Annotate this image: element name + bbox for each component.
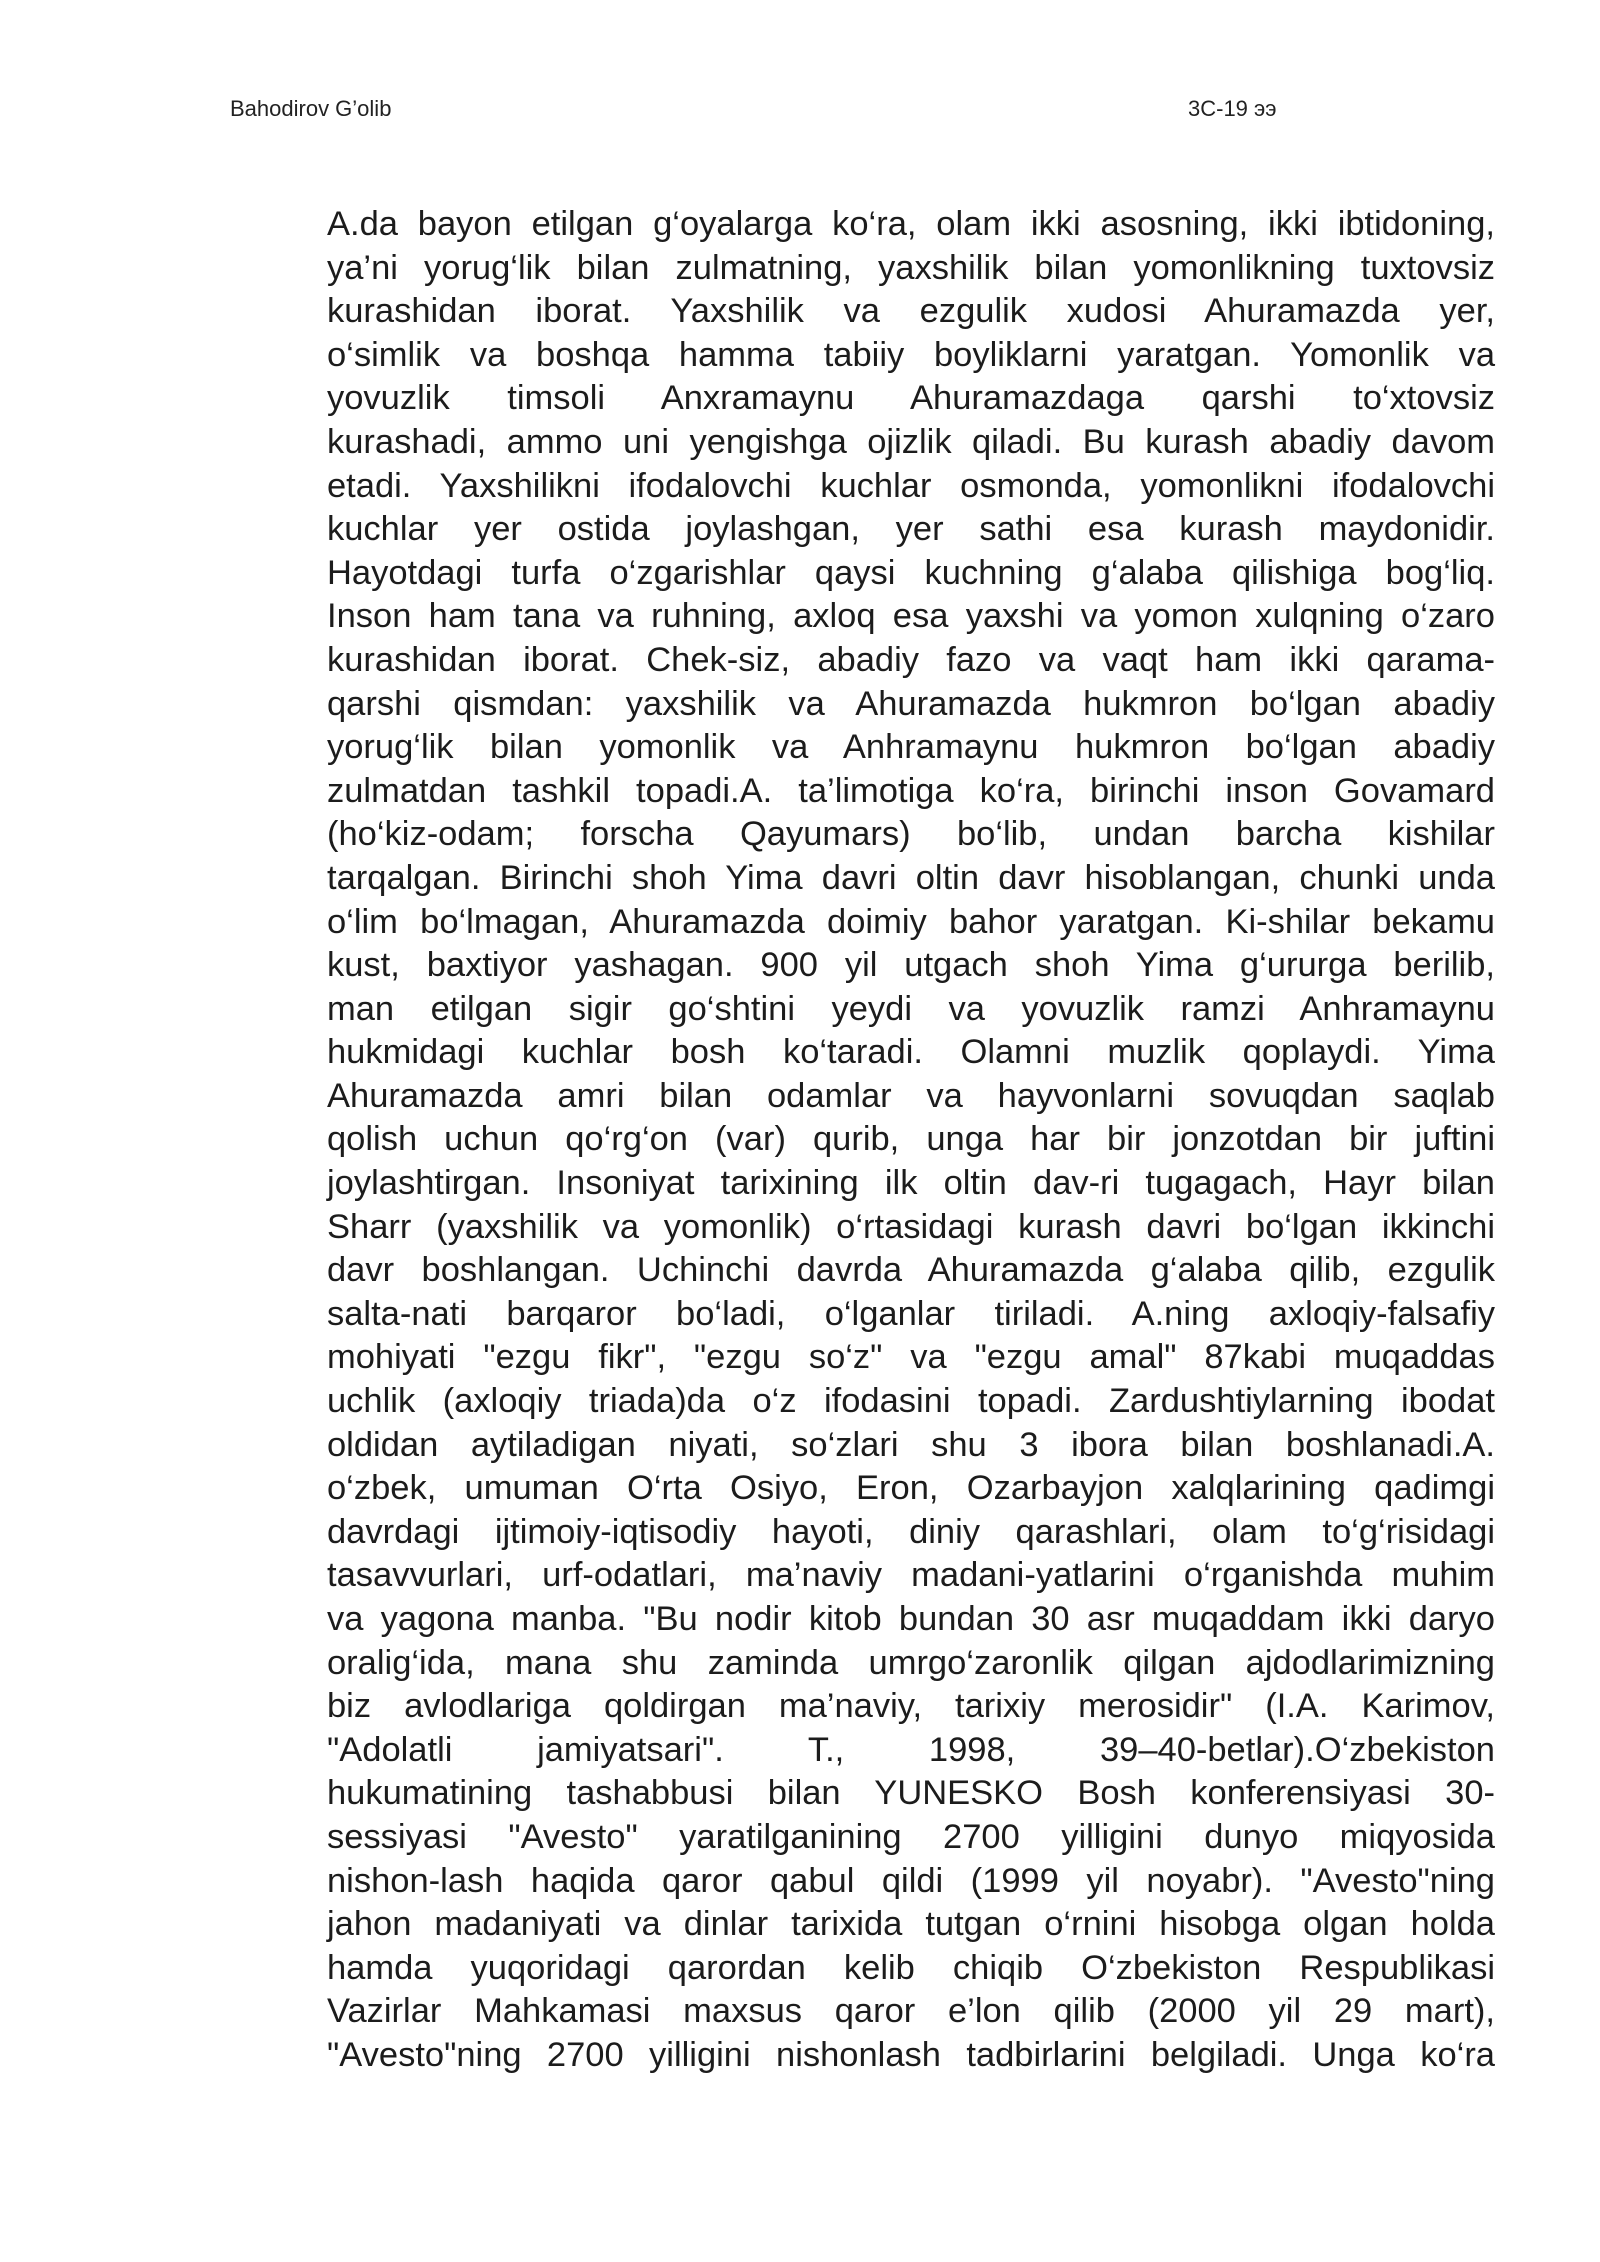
body-line: zulmatdan tashkil topadi.A. ta’limotiga ko‘ra, birinchi inson Govamard [327,771,1495,810]
body-line: kuchlar yer ostida joylashgan, yer sathi esa kurash maydonidir. [327,510,1495,549]
body-line: A.da bayon etilgan g‘oyalarga ko‘ra, olam ikki asosning, ikki ibtidoning, [327,205,1495,243]
body-line: yovuzlik timsoli Anxramaynu Ahuramazdaga qarshi to‘xtovsiz [327,379,1495,418]
header-author: Bahodirov G’olib [230,96,392,121]
body-line: sessiyasi "Avesto" yaratilganining 2700 yilligini dunyo miqyosida [327,1817,1495,1856]
body-line: qolish uchun qo‘rg‘on (var) qurib, unga har bir jonzotdan bir juftini [327,1120,1495,1159]
body-line: kurashidan iborat. Chek-siz, abadiy fazo va vaqt ham ikki qarama- [327,640,1495,679]
body-line: hukumatining tashabbusi bilan YUNESKO Bosh konferensiyasi 30- [327,1774,1495,1813]
body-line: "Adolatli jamiyatsari". T., 1998, 39–40-betlar).O‘zbekiston [327,1730,1495,1769]
body-line: ya’ni yorug‘lik bilan zulmatning, yaxshilik bilan yomonlikning tuxtovsiz [327,248,1495,287]
body-line: nishon-lash haqida qaror qabul qildi (1999 yil noyabr). "Avesto"ning [327,1861,1495,1900]
body-line: kurashadi, ammo uni yengishga ojizlik qiladi. Bu kurash abadiy davom [327,422,1495,461]
body-line: Sharr (yaxshilik va yomonlik) o‘rtasidagi kurash davri bo‘lgan ikkinchi [327,1207,1495,1246]
page-body [327,203,1495,2078]
body-line: davr boshlangan. Uchinchi davrda Ahuramazda g‘alaba qilib, ezgulik [327,1251,1495,1290]
body-line: mohiyati "ezgu fikr", "ezgu so‘z" va "ezgu amal" 87kabi muqaddas [327,1338,1495,1377]
body-line: va yagona manba. "Bu nodir kitob bundan 30 asr muqaddam ikki daryo [327,1600,1495,1638]
body-line: (ho‘kiz-odam; forscha Qayumars) bo‘lib, undan barcha kishilar [327,815,1495,854]
body-line: davrdagi ijtimoiy-iqtisodiy hayoti, diniy qarashlari, olam to‘g‘risidagi [327,1512,1495,1551]
body-line: jahon madaniyati va dinlar tarixida tutgan o‘rnini hisobga olgan holda [327,1905,1495,1944]
body-line: oralig‘ida, mana shu zaminda umrgo‘zaronlik qilgan ajdodlarimizning [327,1643,1495,1682]
body-line: o‘simlik va boshqa hamma tabiiy boyliklarni yaratgan. Yomonlik va [327,335,1495,374]
body-line: o‘lim bo‘lmagan, Ahuramazda doimiy bahor yaratgan. Ki-shilar bekamu [327,902,1495,941]
body-line: biz avlodlariga qoldirgan ma’naviy, tarixiy merosidir" (I.A. Karimov, [327,1687,1495,1726]
page-header [230,96,1310,132]
header-group: 3C-19 ээ [1188,96,1277,121]
body-line: uchlik (axloqiy triada)da o‘z ifodasini topadi. Zardushtiylarning ibodat [327,1382,1495,1421]
body-line: qarshi qismdan: yaxshilik va Ahuramazda hukmron bo‘lgan abadiy [327,684,1495,723]
body-line: Ahuramazda amri bilan odamlar va hayvonlarni sovuqdan saqlab [327,1076,1495,1115]
body-line: Inson ham tana va ruhning, axloq esa yaxshi va yomon xulqning o‘zaro [327,597,1495,636]
body-line: hukmidagi kuchlar bosh ko‘taradi. Olamni muzlik qoplaydi. Yima [327,1033,1495,1072]
body-line: "Avesto"ning 2700 yilligini nishonlash tadbirlarini belgiladi. Unga ko‘ra [327,2035,1495,2074]
body-line: o‘zbek, umuman O‘rta Osiyo, Eron, Ozarbayjon xalqlarining qadimgi [327,1469,1495,1508]
body-line: Hayotdagi turfa o‘zgarishlar qaysi kuchning g‘alaba qilishiga bog‘liq. [327,553,1495,592]
body-line: yorug‘lik bilan yomonlik va Anhramaynu hukmron bo‘lgan abadiy [327,728,1495,767]
body-line: man etilgan sigir go‘shtini yeydi va yovuzlik ramzi Anhramaynu [327,989,1495,1028]
body-line: Vazirlar Mahkamasi maxsus qaror e’lon qilib (2000 yil 29 mart), [327,1992,1495,2031]
body-line: kurashidan iborat. Yaxshilik va ezgulik xudosi Ahuramazda yer, [327,292,1495,331]
body-line: hamda yuqoridagi qarordan kelib chiqib O‘zbekiston Respublikasi [327,1948,1495,1987]
body-line: joylashtirgan. Insoniyat tarixining ilk oltin dav-ri tugagach, Hayr bilan [327,1164,1495,1203]
body-line: tarqalgan. Birinchi shoh Yima davri oltin davr hisoblangan, chunki unda [327,858,1495,897]
body-line: oldidan aytiladigan niyati, so‘zlari shu 3 ibora bilan boshlanadi.A. [327,1425,1495,1464]
body-line: kust, baxtiyor yashagan. 900 yil utgach shoh Yima g‘ururga berilib, [327,946,1495,985]
body-line: etadi. Yaxshilikni ifodalovchi kuchlar osmonda, yomonlikni ifodalovchi [327,466,1495,505]
body-line: salta-nati barqaror bo‘ladi, o‘lganlar tiriladi. A.ning axloqiy-falsafiy [327,1294,1495,1333]
body-line: tasavvurlari, urf-odatlari, ma’naviy madani-yatlarini o‘rganishda muhim [327,1556,1495,1595]
